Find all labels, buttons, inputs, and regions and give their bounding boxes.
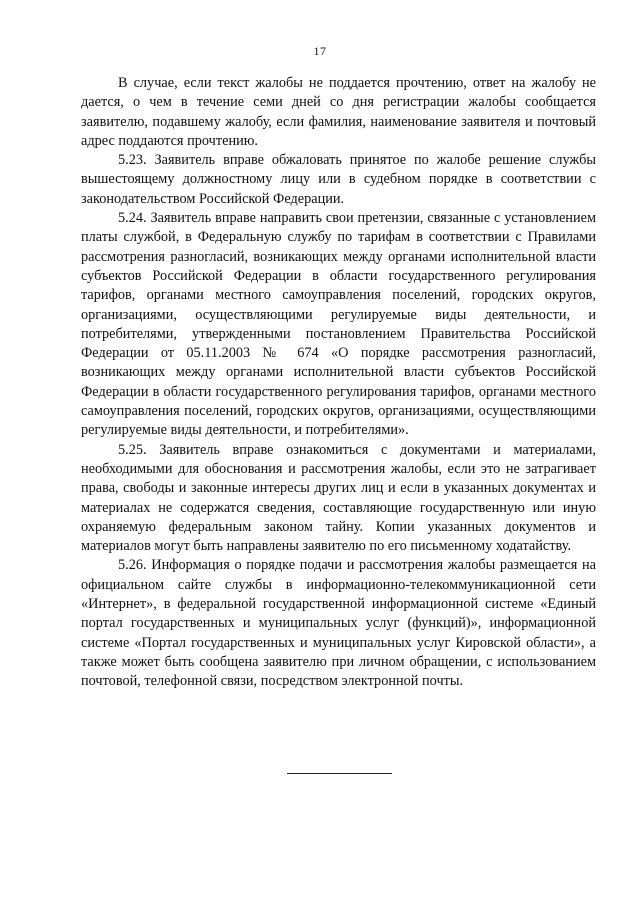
page-number: 17 xyxy=(313,44,327,58)
paragraph-5-25: 5.25. Заявитель вправе ознакомиться с документами и материалами, необходимыми для обоснования и рассмотрения жалобы, если это не затрагивает права, свободы и законные интересы других лиц и если в указанных документах и материалах не содержатся сведения, составляющие государственную или иную охраняемую федеральным законом тайну. Копии указанных документов и материалов могут быть направлены заявителю по его письменному ходатайству. xyxy=(81,441,596,555)
paragraph-5-26: 5.26. Информация о порядке подачи и рассмотрения жалобы размещается на официальном сайте службы в информационно-телекоммуникационной сети «Интернет», в федеральной государственной информационной системе «Единый портал государственных и муниципальных услуг (функций)», информационной системе «Портал государственных и муниципальных услуг Кировской области», а также может быть сообщена заявителю при личном обращении, с использованием почтовой, телефонной связи, посредством электронной почты. xyxy=(81,557,596,690)
document-body xyxy=(81,74,596,692)
paragraph-5-24: 5.24. Заявитель вправе направить свои претензии, связанные с установлением платы службой, в Федеральную службу по тарифам в соответствии с Правилами рассмотрения разногласий, возникающих между органами исполнительной власти субъектов Российской Федерации в области государственного регулирования тарифов, органами местного самоуправления поселений, городских округов, организациями, осуществляющими регулируемые виды деятельности, и потребителями, утвержденными постановлением Правительства Российской Федерации от 05.11.2003 № 674 «О порядке рассмотрения разногласий, возникающих между органами исполнительной власти субъектов Российской Федерации в области государственного регулирования тарифов, органами местного самоуправления поселений, городских округов, организациями, осуществляющими регулируемые виды деятельности, и потребителями». xyxy=(81,210,596,439)
paragraph-illegible-complaint: В случае, если текст жалобы не поддается прочтению, ответ на жалобу не дается, о чем в течение семи дней со дня регистрации жалобы сообщается заявителю, подавшему жалобу, если фамилия, наименование заявителя и почтовый адрес поддаются прочтению. xyxy=(81,75,596,149)
end-of-section-rule xyxy=(287,773,392,774)
paragraph-5-23: 5.23. Заявитель вправе обжаловать принятое по жалобе решение службы вышестоящему должностному лицу или в судебном порядке в соответствии с законодательством Российской Федерации. xyxy=(81,152,596,207)
